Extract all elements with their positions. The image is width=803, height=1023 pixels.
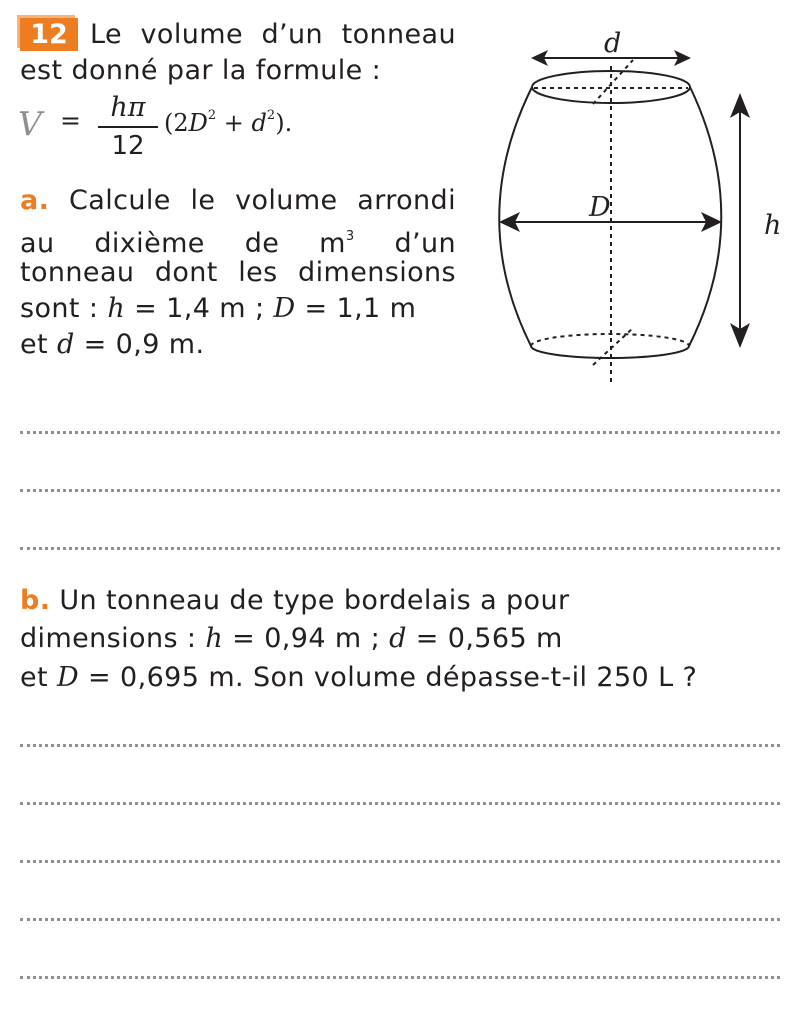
part-b-line-3: et D = 0,695 m. Son volume dépasse-t-il 250 L ?	[20, 662, 698, 693]
part-a-line-4: sont : h = 1,4 m ; D = 1,1 m	[20, 293, 417, 324]
formula-denominator: 12	[111, 131, 145, 161]
top-slant-dashed	[593, 60, 633, 104]
exercise-number-badge: 12	[20, 18, 78, 51]
formula-equals: =	[60, 106, 81, 135]
volume-symbol: V	[18, 104, 42, 143]
part-b-label: b.	[20, 585, 51, 616]
part-b-line-2: dimensions : h = 0,94 m ; d = 0,565 m	[20, 623, 563, 654]
part-a-line-5: et d = 0,9 m.	[20, 329, 205, 360]
part-a-line-1: a. Calcule le volume arrondi	[20, 185, 456, 216]
formula-parenthesis: $(2D^2 + d^2)$.	[164, 108, 293, 137]
label-h: h	[764, 210, 782, 241]
part-a-label: a.	[20, 185, 50, 216]
part-a-line-2: au dixième de $m^3$ d’un	[20, 228, 456, 259]
intro-line-1: Le volume d’un tonneau	[90, 19, 456, 50]
label-D: D	[589, 192, 611, 223]
intro-line-2: est donné par la formule :	[20, 55, 382, 86]
label-d: d	[604, 28, 622, 59]
formula-numerator: hπ	[110, 92, 146, 123]
part-a-line-3: tonneau dont les dimensions	[20, 257, 456, 288]
part-b-line-1: b. Un tonneau de type bordelais a pour	[20, 585, 570, 616]
